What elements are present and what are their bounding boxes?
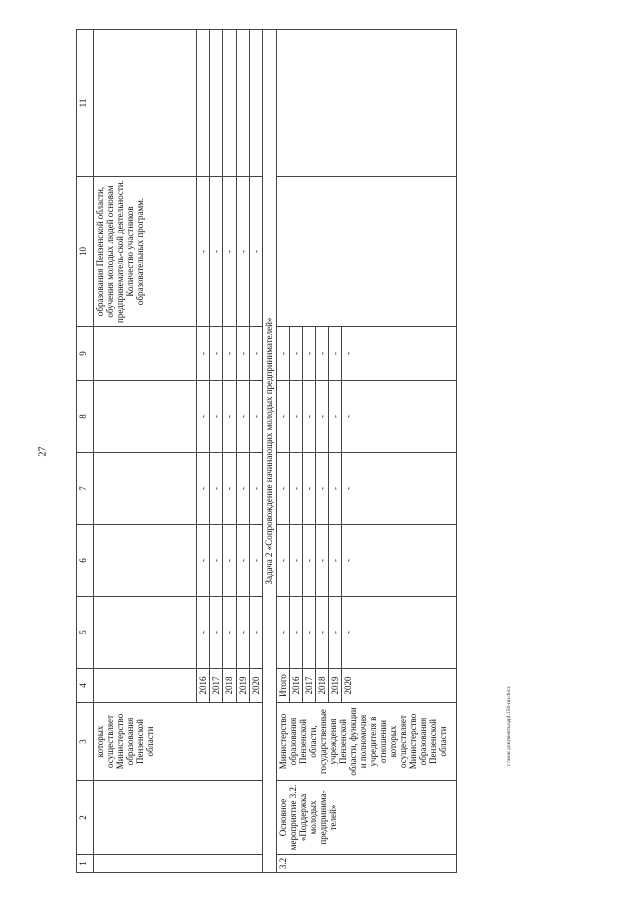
executor-cell: которых осуществляет Министерство образования Пензенской области xyxy=(94,703,263,781)
table-row: 2019 - - - - - - xyxy=(236,30,249,873)
col-header-7: 7 xyxy=(77,453,94,525)
table-row: 2017 - - - - - xyxy=(303,30,316,873)
table-row: 2020 - - - - - - xyxy=(249,30,262,873)
executor-cell: Министерство образования Пензенской области, государственные учреждения Пензенской области, функции и полномочия учредителя в отношении которых осуществляет Министерство образования Пензенской области xyxy=(277,703,457,781)
table-row: 2018 - - - - - xyxy=(316,30,329,873)
page-number: 27 xyxy=(37,446,49,457)
total-cell: Итого xyxy=(277,669,290,703)
task-row xyxy=(263,30,277,873)
table-row: 2020 - - - - - xyxy=(342,30,457,873)
year-cell: 2019 xyxy=(329,669,342,703)
footer-path: c:\мои документы\ppl\156-ип.docx xyxy=(506,686,512,766)
col-header-10: 10 xyxy=(77,177,94,327)
year-cell: 2016 xyxy=(290,669,303,703)
year-cell: 2018 xyxy=(316,669,329,703)
table-row: 2019 - - - - - xyxy=(329,30,342,873)
table-row: 2016 - - - - - xyxy=(290,30,303,873)
table-row xyxy=(94,30,197,873)
col-header-5: 5 xyxy=(77,597,94,669)
col-header-9: 9 xyxy=(77,327,94,381)
year-cell: 2016 xyxy=(197,669,210,703)
year-cell: 2017 xyxy=(303,669,316,703)
year-cell: 2020 xyxy=(249,669,262,703)
indicator-cell: образования Пензенской области, обучения молодых людей основам предпринематель-ской деятельности. Количество участников образовательных программ. xyxy=(94,177,197,327)
program-table xyxy=(76,29,457,873)
col-header-1: 1 xyxy=(77,855,94,873)
table-row: 2017 - - - - - - xyxy=(210,30,223,873)
row-number: 3.2 xyxy=(277,855,457,873)
table-row: 2018 - - - - - - xyxy=(223,30,236,873)
task-title: Задача 2 «Сопровождение начинающих молодых предпринимателей» xyxy=(263,30,277,873)
col-header-8: 8 xyxy=(77,381,94,453)
year-cell: 2019 xyxy=(236,669,249,703)
col-header-3: 3 xyxy=(77,703,94,781)
year-cell: 2017 xyxy=(210,669,223,703)
year-cell: 2018 xyxy=(223,669,236,703)
table-row: 2016 - - - - - - xyxy=(197,30,210,873)
header-row xyxy=(77,30,94,873)
year-cell: 2020 xyxy=(342,669,457,703)
col-header-6: 6 xyxy=(77,525,94,597)
program-table-sheet xyxy=(76,30,448,873)
measure-name: Основное мероприятие 3.2. «Поддержка молодых предпринима-телей» xyxy=(277,781,457,855)
col-header-11: 11 xyxy=(77,30,94,177)
col-header-4: 4 xyxy=(77,669,94,703)
col-header-2: 2 xyxy=(77,781,94,855)
table-row: 3.2 Основное мероприятие 3.2. «Поддержка молодых предпринима-телей» Министерство образования Пензенской области, государственные учреждения Пензенской области, функции и полномочия учредителя в отношении которых осуществляет Министерство образования Пензенской области Итого - - - - - xyxy=(277,30,290,873)
